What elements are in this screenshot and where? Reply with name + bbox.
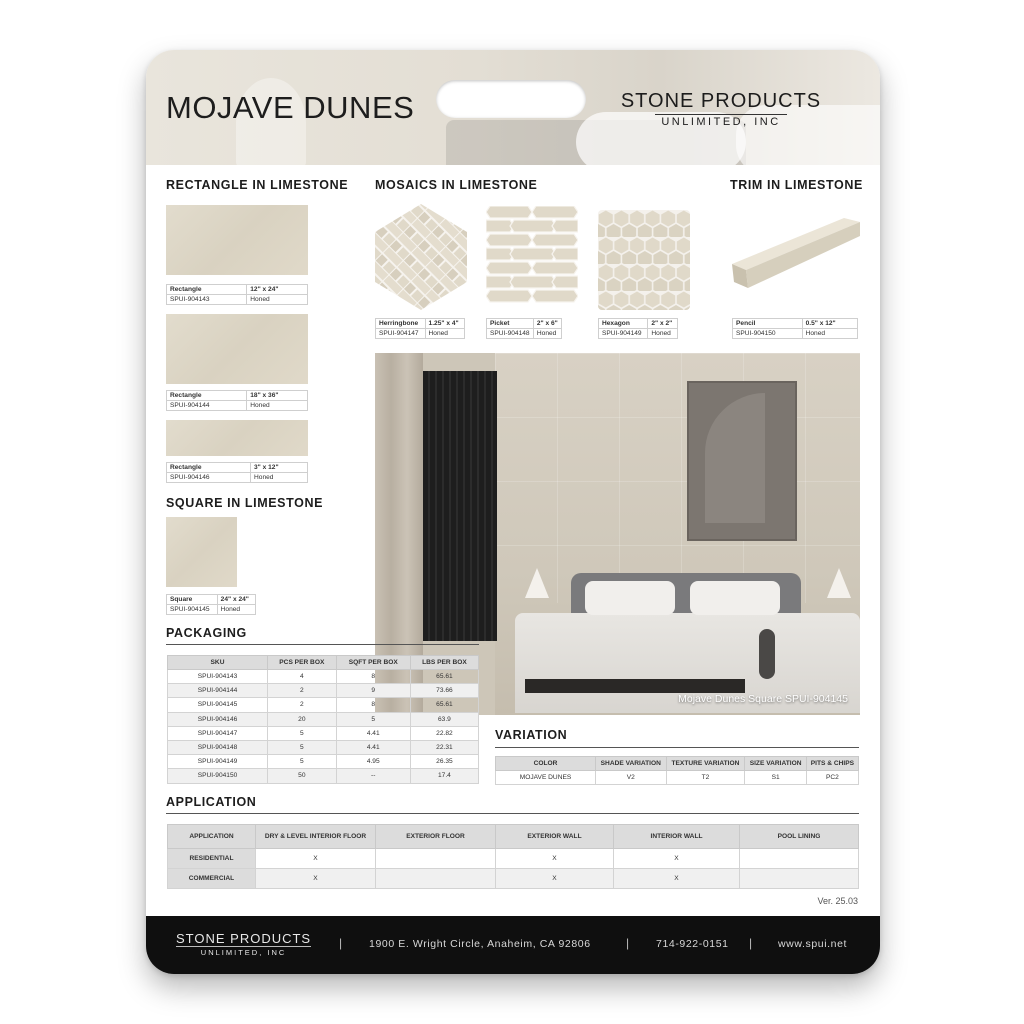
product-sku: SPUI-904145 (167, 605, 218, 615)
cell: MOJAVE DUNES (496, 771, 596, 785)
cell: 2 (268, 684, 337, 698)
footer-logo-text: STONE PRODUCTS (176, 931, 312, 946)
cell: 5 (268, 755, 337, 769)
cell: S1 (745, 771, 806, 785)
cell: 5 (268, 740, 337, 754)
product-finish: Honed (251, 473, 308, 483)
cell: 5 (336, 712, 410, 726)
cell: X (614, 869, 740, 889)
cell (376, 849, 496, 869)
product-finish: Honed (648, 329, 678, 339)
table-row (496, 771, 859, 785)
pencil-trim-swatch (732, 212, 860, 292)
cell: SPUI-904146 (168, 712, 268, 726)
row-header: COMMERCIAL (168, 869, 256, 889)
table-row (168, 869, 859, 889)
variation-table (495, 756, 859, 785)
cell: 4.95 (336, 755, 410, 769)
product-info-rect2 (166, 390, 308, 411)
table-row (168, 849, 859, 869)
product-size: 0.5" x 12" (802, 319, 857, 329)
cell: 8 (336, 698, 410, 712)
herringbone-mosaic-swatch (375, 204, 467, 310)
table-row (168, 726, 479, 740)
product-finish: Honed (425, 329, 464, 339)
cell: SPUI-904145 (168, 698, 268, 712)
row-header: RESIDENTIAL (168, 849, 256, 869)
product-sku: SPUI-904149 (599, 329, 648, 339)
product-name: Rectangle (167, 285, 247, 295)
product-name: Pencil (733, 319, 803, 329)
cell: 22.31 (410, 740, 478, 754)
logo-text: STONE PRODUCTS (620, 90, 822, 112)
swatch-rectangle-18x36 (166, 314, 308, 384)
table-row (168, 712, 479, 726)
product-size: 3" x 12" (251, 463, 308, 473)
footer-website[interactable]: www.spui.net (778, 938, 848, 950)
cell: 65.61 (410, 670, 478, 684)
product-info-pencil (732, 318, 858, 339)
divider (166, 644, 479, 645)
cell: X (256, 849, 376, 869)
hanger-hole (436, 80, 586, 118)
cell: X (496, 869, 614, 889)
table-row (168, 684, 479, 698)
version-label: Ver. 25.03 (817, 896, 858, 906)
product-name: Rectangle (167, 463, 251, 473)
bench (525, 679, 745, 693)
product-size: 2" x 6" (533, 319, 561, 329)
cell: 20 (268, 712, 337, 726)
product-name: Herringbone (376, 319, 426, 329)
cell: 4 (268, 670, 337, 684)
product-size: 1.25" x 4" (425, 319, 464, 329)
product-info-rect3 (166, 462, 308, 483)
spec-sheet-board (146, 50, 880, 974)
product-name: Hexagon (599, 319, 648, 329)
product-info-herringbone (375, 318, 465, 339)
col-header: DRY & LEVEL INTERIOR FLOOR (256, 825, 376, 849)
cell: 26.35 (410, 755, 478, 769)
picket-mosaic-swatch (486, 206, 578, 310)
cell: X (614, 849, 740, 869)
footer-address: 1900 E. Wright Circle, Anaheim, CA 92806 (369, 938, 591, 950)
cell: T2 (666, 771, 745, 785)
section-title-rectangle: RECTANGLE IN LIMESTONE (166, 178, 349, 192)
packaging-table (167, 655, 479, 784)
product-finish: Honed (533, 329, 561, 339)
product-info-square (166, 594, 256, 615)
col-header: EXTERIOR FLOOR (376, 825, 496, 849)
cell: 4.41 (336, 726, 410, 740)
table-row (168, 670, 479, 684)
page-title: MOJAVE DUNES (166, 90, 415, 125)
cell: 2 (268, 698, 337, 712)
table-row (168, 740, 479, 754)
table-row (168, 755, 479, 769)
footer-separator: | (749, 936, 753, 950)
section-title-square: SQUARE IN LIMESTONE (166, 496, 324, 510)
cell: 73.66 (410, 684, 478, 698)
product-size: 18" x 36" (247, 391, 308, 401)
product-finish: Honed (217, 605, 255, 615)
product-size: 2" x 2" (648, 319, 678, 329)
dark-slat-door (423, 371, 497, 641)
cell: SPUI-904149 (168, 755, 268, 769)
section-title-mosaics: MOSAICS IN LIMESTONE (375, 178, 538, 192)
swatch-rectangle-12x24 (166, 205, 308, 275)
brand-logo (616, 90, 826, 130)
col-header: SKU (168, 656, 268, 670)
cell: V2 (596, 771, 667, 785)
pillow-left (585, 581, 675, 615)
cell (740, 869, 859, 889)
cell: -- (336, 769, 410, 783)
product-name: Rectangle (167, 391, 247, 401)
product-size: 12" x 24" (247, 285, 308, 295)
cell: 9 (336, 684, 410, 698)
product-finish: Honed (802, 329, 857, 339)
col-header: SQFT PER BOX (336, 656, 410, 670)
table-row (168, 769, 479, 783)
product-finish: Honed (247, 295, 308, 305)
section-title-trim: TRIM IN LIMESTONE (730, 178, 863, 192)
col-header: EXTERIOR WALL (496, 825, 614, 849)
logo-subtext: UNLIMITED, INC (655, 114, 786, 129)
product-sku: SPUI-904147 (376, 329, 426, 339)
cell: SPUI-904144 (168, 684, 268, 698)
product-sku: SPUI-904144 (167, 401, 247, 411)
cell: SPUI-904143 (168, 670, 268, 684)
footer (146, 916, 880, 974)
product-finish: Honed (247, 401, 308, 411)
hexagon-mosaic-swatch (598, 210, 690, 310)
divider (495, 747, 859, 748)
product-info-picket (486, 318, 562, 339)
photo-caption: Mojave Dunes Square SPUI-904145 (678, 693, 848, 705)
product-name: Square (167, 595, 218, 605)
product-info-rect1 (166, 284, 308, 305)
divider (166, 813, 859, 814)
col-header: LBS PER BOX (410, 656, 478, 670)
product-info-hexagon (598, 318, 678, 339)
footer-logo (176, 932, 311, 957)
vase (759, 629, 775, 679)
cell: X (256, 869, 376, 889)
col-header: INTERIOR WALL (614, 825, 740, 849)
product-name: Picket (487, 319, 534, 329)
wall-tile-grid (495, 353, 860, 603)
col-header: PITS & CHIPS (806, 757, 858, 771)
section-title-packaging: PACKAGING (166, 626, 247, 640)
cell: 4.41 (336, 740, 410, 754)
section-title-application: APPLICATION (166, 795, 257, 809)
product-sku: SPUI-904143 (167, 295, 247, 305)
footer-separator: | (626, 936, 630, 950)
col-header: COLOR (496, 757, 596, 771)
cell: 22.82 (410, 726, 478, 740)
cell (376, 869, 496, 889)
swatch-square-24x24 (166, 517, 237, 587)
cell: X (496, 849, 614, 869)
col-header: APPLICATION (168, 825, 256, 849)
cell: 63.9 (410, 712, 478, 726)
section-title-variation: VARIATION (495, 728, 568, 742)
col-header: POOL LINING (740, 825, 859, 849)
product-size: 24" x 24" (217, 595, 255, 605)
pillow-right (690, 581, 780, 615)
cell: 65.61 (410, 698, 478, 712)
cell: SPUI-904150 (168, 769, 268, 783)
col-header: SIZE VARIATION (745, 757, 806, 771)
cell: PC2 (806, 771, 858, 785)
cell (740, 849, 859, 869)
product-sku: SPUI-904148 (487, 329, 534, 339)
cell: SPUI-904147 (168, 726, 268, 740)
cell: 50 (268, 769, 337, 783)
cell: SPUI-904148 (168, 740, 268, 754)
application-table (167, 824, 859, 889)
product-sku: SPUI-904150 (733, 329, 803, 339)
col-header: PCS PER BOX (268, 656, 337, 670)
footer-separator: | (339, 936, 343, 950)
col-header: TEXTURE VARIATION (666, 757, 745, 771)
cell: 8 (336, 670, 410, 684)
footer-phone: 714-922-0151 (656, 938, 729, 950)
cell: 17.4 (410, 769, 478, 783)
col-header: SHADE VARIATION (596, 757, 667, 771)
cell: 5 (268, 726, 337, 740)
footer-logo-subtext: UNLIMITED, INC (176, 946, 311, 957)
header-banner (146, 50, 880, 165)
table-row (168, 698, 479, 712)
product-sku: SPUI-904146 (167, 473, 251, 483)
swatch-rectangle-3x12 (166, 420, 308, 456)
